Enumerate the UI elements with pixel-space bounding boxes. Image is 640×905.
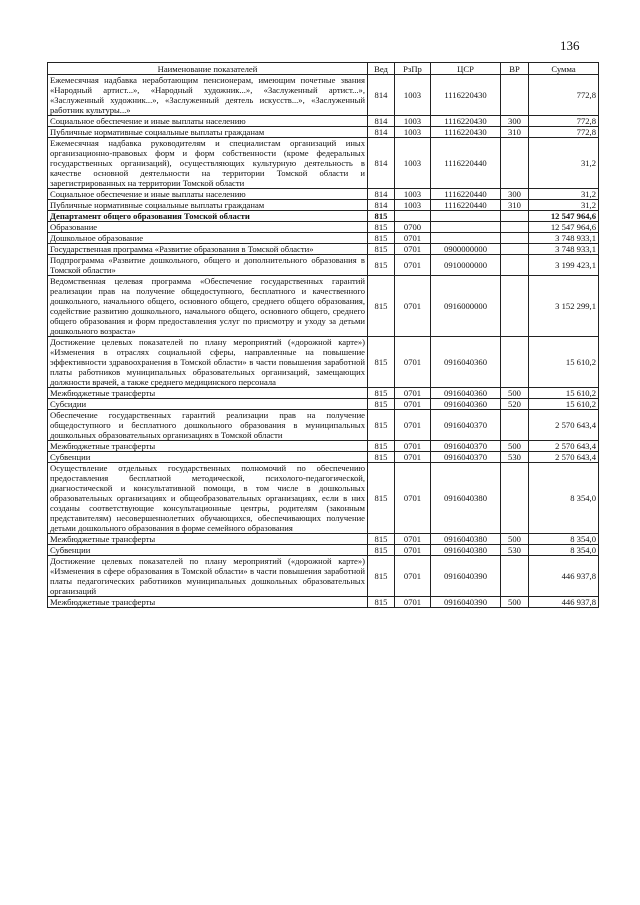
cell-vr: 520 [501, 399, 529, 410]
header-vr: ВР [501, 63, 529, 75]
cell-csr: 0916040380 [431, 545, 501, 556]
table-row [48, 410, 599, 441]
cell-vr: 500 [501, 597, 529, 608]
table-row [48, 189, 599, 200]
cell-vr: 530 [501, 452, 529, 463]
cell-rzpr: 1003 [395, 127, 431, 138]
cell-vr: 300 [501, 189, 529, 200]
cell-rzpr: 0701 [395, 597, 431, 608]
cell-ved: 815 [368, 410, 395, 441]
cell-ved: 814 [368, 200, 395, 211]
cell-sum: 12 547 964,6 [529, 211, 599, 222]
cell-sum: 15 610,2 [529, 399, 599, 410]
cell-sum: 2 570 643,4 [529, 410, 599, 441]
cell-ved: 815 [368, 597, 395, 608]
cell-sum: 15 610,2 [529, 388, 599, 399]
table-row [48, 545, 599, 556]
table-body [48, 75, 599, 608]
cell-rzpr: 0701 [395, 233, 431, 244]
table-row [48, 211, 599, 222]
cell-rzpr: 1003 [395, 75, 431, 116]
table-row [48, 463, 599, 534]
cell-name: Межбюджетные трансферты [48, 388, 368, 399]
cell-rzpr: 0701 [395, 337, 431, 388]
cell-csr: 0916040360 [431, 388, 501, 399]
table-row [48, 75, 599, 116]
cell-name: Межбюджетные трансферты [48, 597, 368, 608]
cell-ved: 814 [368, 138, 395, 189]
cell-sum: 446 937,8 [529, 556, 599, 597]
cell-rzpr: 0701 [395, 399, 431, 410]
cell-vr [501, 410, 529, 441]
cell-csr: 1116220440 [431, 138, 501, 189]
cell-vr [501, 222, 529, 233]
cell-ved: 815 [368, 244, 395, 255]
cell-name: Дошкольное образование [48, 233, 368, 244]
cell-ved: 814 [368, 127, 395, 138]
cell-ved: 815 [368, 337, 395, 388]
cell-vr [501, 276, 529, 337]
cell-name: Подпрограмма «Развитие дошкольного, общего и дополнительного образования в Томской области» [48, 255, 368, 276]
header-name: Наименование показателей [48, 63, 368, 75]
cell-csr: 0916040390 [431, 556, 501, 597]
cell-sum: 8 354,0 [529, 545, 599, 556]
cell-sum: 3 152 299,1 [529, 276, 599, 337]
cell-csr: 0916040370 [431, 452, 501, 463]
cell-csr: 1116220440 [431, 189, 501, 200]
table-row [48, 337, 599, 388]
table-row [48, 534, 599, 545]
cell-name: Обеспечение государственных гарантий реализации прав на получение общедоступного и бесплатного дошкольного образования в муниципальных дошкольных образовательных организациях в Томской области [48, 410, 368, 441]
cell-sum: 772,8 [529, 75, 599, 116]
cell-rzpr [395, 211, 431, 222]
header-ved: Вед [368, 63, 395, 75]
cell-vr [501, 233, 529, 244]
page-number: 136 [560, 38, 580, 53]
table-row [48, 233, 599, 244]
table-row [48, 597, 599, 608]
cell-sum: 31,2 [529, 138, 599, 189]
cell-ved: 815 [368, 399, 395, 410]
cell-ved: 815 [368, 211, 395, 222]
cell-name: Межбюджетные трансферты [48, 534, 368, 545]
table-row [48, 556, 599, 597]
cell-sum: 446 937,8 [529, 597, 599, 608]
cell-name: Ежемесячная надбавка руководителям и специалистам организаций иных организационно-правовых форм и форм собственности (кроме федеральных государственных организаций), осуществляющих культурную деятельность в качестве основной деятельности на территории Томской области и зарегистрированных на территории Томской области [48, 138, 368, 189]
cell-rzpr: 0701 [395, 556, 431, 597]
cell-sum: 2 570 643,4 [529, 441, 599, 452]
cell-ved: 815 [368, 545, 395, 556]
cell-csr: 1116220430 [431, 127, 501, 138]
cell-ved: 815 [368, 441, 395, 452]
cell-name: Достижение целевых показателей по плану мероприятий («дорожной карте») «Изменения в отраслях социальной сферы, направленные на повышение эффективности здравоохранения в Томской области» в части повышения заработной платы работников муниципальных образовательных организаций, замещающих должности врачей, а также среднего медицинского персонала [48, 337, 368, 388]
cell-ved: 814 [368, 75, 395, 116]
cell-csr: 0900000000 [431, 244, 501, 255]
cell-csr: 0910000000 [431, 255, 501, 276]
table-row [48, 452, 599, 463]
cell-vr: 300 [501, 116, 529, 127]
cell-csr: 0916040380 [431, 534, 501, 545]
cell-sum: 8 354,0 [529, 534, 599, 545]
cell-rzpr: 0701 [395, 545, 431, 556]
cell-name: Субвенции [48, 545, 368, 556]
cell-ved: 815 [368, 255, 395, 276]
cell-sum: 31,2 [529, 200, 599, 211]
table-row [48, 244, 599, 255]
cell-rzpr: 0701 [395, 410, 431, 441]
cell-vr [501, 463, 529, 534]
cell-csr [431, 233, 501, 244]
cell-vr [501, 211, 529, 222]
cell-vr [501, 255, 529, 276]
cell-csr: 1116220440 [431, 200, 501, 211]
table-row [48, 127, 599, 138]
cell-sum: 3 199 423,1 [529, 255, 599, 276]
cell-sum: 2 570 643,4 [529, 452, 599, 463]
cell-csr: 0916040360 [431, 399, 501, 410]
cell-name: Субсидии [48, 399, 368, 410]
cell-name: Субвенции [48, 452, 368, 463]
cell-name: Социальное обеспечение и иные выплаты населению [48, 116, 368, 127]
cell-name: Достижение целевых показателей по плану мероприятий («дорожной карте») «Изменения в сфере образования в Томской области» в части повышения заработной платы педагогических работников муниципальных дошкольных образовательных организаций [48, 556, 368, 597]
table-row [48, 116, 599, 127]
cell-vr: 500 [501, 441, 529, 452]
cell-rzpr: 1003 [395, 200, 431, 211]
cell-csr [431, 222, 501, 233]
cell-name: Публичные нормативные социальные выплаты гражданам [48, 127, 368, 138]
cell-vr: 310 [501, 200, 529, 211]
header-csr: ЦСР [431, 63, 501, 75]
cell-rzpr: 0701 [395, 255, 431, 276]
cell-vr [501, 556, 529, 597]
cell-rzpr: 0701 [395, 276, 431, 337]
cell-ved: 815 [368, 534, 395, 545]
cell-ved: 815 [368, 463, 395, 534]
cell-name: Социальное обеспечение и иные выплаты населению [48, 189, 368, 200]
table-row [48, 276, 599, 337]
cell-rzpr: 0700 [395, 222, 431, 233]
cell-sum: 8 354,0 [529, 463, 599, 534]
cell-rzpr: 0701 [395, 463, 431, 534]
cell-rzpr: 0701 [395, 388, 431, 399]
cell-csr [431, 211, 501, 222]
table-row [48, 255, 599, 276]
cell-name: Ведомственная целевая программа «Обеспечение государственных гарантий реализации прав на получение общедоступного, бесплатного и качественного дошкольного, начального общего, основного общего, среднего общего образования, содействие развитию дошкольного, начального общего, основного общего, среднего общего образования и форм предоставления услуг по присмотру и уходу за детьми дошкольного возраста» [48, 276, 368, 337]
cell-ved: 815 [368, 222, 395, 233]
cell-ved: 815 [368, 276, 395, 337]
table-row [48, 138, 599, 189]
cell-vr: 530 [501, 545, 529, 556]
cell-vr [501, 75, 529, 116]
cell-name: Осуществление отдельных государственных полномочий по обеспечению предоставления бесплатной методической, психолого-педагогической, диагностической и консультативной помощи, в том числе в дошкольных образовательных организациях и общеобразовательных организациях, если в них созданы соответствующие консультационные центры, родителям (законным представителям) несовершеннолетних обучающихся, обеспечивающих получение детьми дошкольного образования в форме семейного образования [48, 463, 368, 534]
cell-csr: 0916040370 [431, 410, 501, 441]
cell-ved: 814 [368, 189, 395, 200]
cell-rzpr: 0701 [395, 534, 431, 545]
cell-csr: 1116220430 [431, 75, 501, 116]
table-row [48, 388, 599, 399]
cell-sum: 15 610,2 [529, 337, 599, 388]
cell-sum: 772,8 [529, 127, 599, 138]
cell-rzpr: 1003 [395, 116, 431, 127]
cell-rzpr: 1003 [395, 189, 431, 200]
cell-vr [501, 138, 529, 189]
table-header-row [48, 63, 599, 75]
cell-vr: 500 [501, 534, 529, 545]
cell-sum: 12 547 964,6 [529, 222, 599, 233]
cell-rzpr: 0701 [395, 244, 431, 255]
table-row [48, 399, 599, 410]
cell-vr: 310 [501, 127, 529, 138]
cell-csr: 0916040370 [431, 441, 501, 452]
cell-sum: 31,2 [529, 189, 599, 200]
cell-rzpr: 1003 [395, 138, 431, 189]
cell-ved: 815 [368, 233, 395, 244]
cell-csr: 1116220430 [431, 116, 501, 127]
cell-name: Публичные нормативные социальные выплаты гражданам [48, 200, 368, 211]
table-row [48, 222, 599, 233]
cell-vr [501, 244, 529, 255]
cell-ved: 815 [368, 556, 395, 597]
cell-ved: 815 [368, 452, 395, 463]
table-row [48, 200, 599, 211]
cell-name: Межбюджетные трансферты [48, 441, 368, 452]
cell-name: Ежемесячная надбавка неработающим пенсионерам, имеющим почетные звания «Народный артист...», «Народный художник...», «Заслуженный артист...», «Заслуженный художник...», «Заслуженный деятель искусств...», «Заслуженный работник культуры...» [48, 75, 368, 116]
cell-csr: 0916040360 [431, 337, 501, 388]
cell-rzpr: 0701 [395, 452, 431, 463]
table-row [48, 441, 599, 452]
header-rzpr: РзПр [395, 63, 431, 75]
cell-name: Образование [48, 222, 368, 233]
cell-sum: 772,8 [529, 116, 599, 127]
cell-csr: 0916040380 [431, 463, 501, 534]
cell-sum: 3 748 933,1 [529, 233, 599, 244]
cell-sum: 3 748 933,1 [529, 244, 599, 255]
cell-ved: 815 [368, 388, 395, 399]
cell-csr: 0916040390 [431, 597, 501, 608]
cell-vr [501, 337, 529, 388]
budget-table [47, 62, 599, 608]
cell-csr: 0916000000 [431, 276, 501, 337]
cell-name: Государственная программа «Развитие образования в Томской области» [48, 244, 368, 255]
header-sum: Сумма [529, 63, 599, 75]
cell-rzpr: 0701 [395, 441, 431, 452]
cell-vr: 500 [501, 388, 529, 399]
cell-ved: 814 [368, 116, 395, 127]
cell-name: Департамент общего образования Томской области [48, 211, 368, 222]
